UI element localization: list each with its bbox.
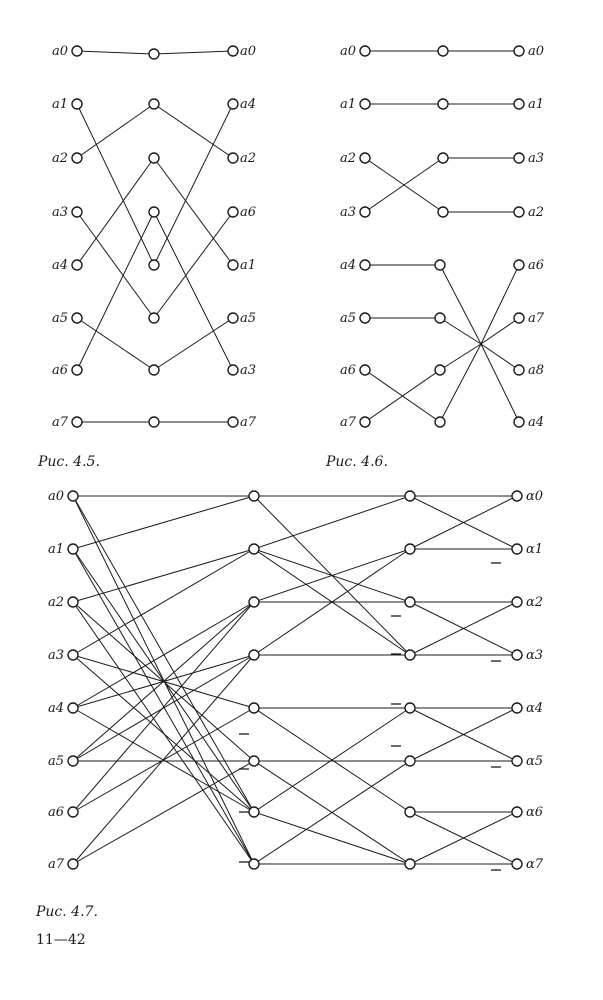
fig45-input-node	[72, 46, 82, 56]
fig45-output-label: a5	[240, 311, 257, 326]
fig45-edge	[77, 318, 154, 370]
fig47-edge	[73, 655, 254, 864]
label-layer	[48, 44, 545, 872]
fig45-input-label: a7	[52, 415, 69, 430]
figure-4-6-caption: Рис. 4.6.	[326, 454, 388, 470]
fig46-output-node	[514, 46, 524, 56]
fig45-middle-node	[149, 49, 159, 59]
fig47-stage1-node	[249, 703, 259, 713]
fig47-input-label: a4	[48, 701, 65, 716]
fig46-edge	[440, 318, 481, 344]
fig45-input-label: a6	[52, 363, 69, 378]
fig45-output-node	[228, 207, 238, 217]
fig46-input-node	[360, 153, 370, 163]
fig46-input-label: a0	[340, 44, 357, 59]
fig45-output-node	[228, 153, 238, 163]
fig45-input-node	[72, 313, 82, 323]
fig45-edge	[154, 158, 233, 265]
fig47-input-label: a1	[48, 542, 65, 557]
fig46-input-label: a5	[340, 311, 357, 326]
fig45-input-label: a2	[52, 151, 69, 166]
fig46-input-label: a1	[340, 97, 357, 112]
fig46-output-label: a7	[528, 311, 545, 326]
fig47-stage1-node	[249, 859, 259, 869]
fig47-input-label: a7	[48, 857, 65, 872]
fig45-input-label: a4	[52, 258, 69, 273]
fig47-input-node	[68, 807, 78, 817]
fig46-input-label: a3	[340, 205, 357, 220]
fig47-output-label: α2	[526, 595, 544, 610]
minus-mark-layer	[239, 563, 501, 870]
fig46-output-node	[514, 207, 524, 217]
fig45-output-label: a7	[240, 415, 257, 430]
fig47-edge	[73, 549, 254, 812]
fig45-output-node	[228, 417, 238, 427]
fig47-input-node	[68, 650, 78, 660]
fig45-output-node	[228, 99, 238, 109]
fig46-input-node	[360, 313, 370, 323]
fig46-output-label: a4	[528, 415, 545, 430]
fig46-middle-node	[435, 260, 445, 270]
fig46-edge	[481, 344, 519, 370]
fig45-middle-node	[149, 365, 159, 375]
fig47-stage1-node	[249, 491, 259, 501]
fig46-output-node	[514, 417, 524, 427]
fig45-input-node	[72, 207, 82, 217]
fig47-stage2-node	[405, 807, 415, 817]
fig46-middle-node	[435, 313, 445, 323]
fig47-edge	[73, 602, 254, 812]
fig46-input-label: a6	[340, 363, 357, 378]
fig46-middle-node	[435, 365, 445, 375]
fig47-edge	[254, 812, 410, 864]
fig47-stage1-node	[249, 650, 259, 660]
fig47-input-node	[68, 703, 78, 713]
fig47-stage1-node	[249, 597, 259, 607]
fig46-middle-node	[438, 207, 448, 217]
fig47-stage2-node	[405, 756, 415, 766]
edge-layer	[73, 51, 519, 864]
fig47-input-node	[68, 544, 78, 554]
fig47-stage2-node	[405, 859, 415, 869]
fig47-edge	[73, 496, 254, 812]
fig47-output-node	[512, 859, 522, 869]
fig45-output-label: a4	[240, 97, 257, 112]
fig45-output-label: a1	[240, 258, 257, 273]
fig46-output-node	[514, 260, 524, 270]
fig47-output-label: α0	[526, 489, 544, 504]
fig46-edge	[440, 344, 481, 422]
fig47-output-node	[512, 597, 522, 607]
fig46-middle-node	[438, 153, 448, 163]
fig47-output-label: α5	[526, 754, 544, 769]
fig45-input-label: a1	[52, 97, 69, 112]
figure-4-7-caption: Рис. 4.7.	[36, 904, 98, 920]
fig46-input-node	[360, 99, 370, 109]
fig45-middle-node	[149, 260, 159, 270]
fig47-edge	[254, 496, 410, 549]
fig47-input-node	[68, 756, 78, 766]
fig45-middle-node	[149, 313, 159, 323]
fig46-edge	[440, 265, 481, 344]
fig47-output-node	[512, 491, 522, 501]
fig47-edge	[73, 761, 254, 864]
fig45-edge	[154, 212, 233, 318]
fig45-edge	[154, 51, 233, 54]
fig45-input-node	[72, 417, 82, 427]
fig47-edge	[73, 655, 254, 761]
fig45-input-node	[72, 260, 82, 270]
fig47-input-label: a5	[48, 754, 65, 769]
fig45-edge	[77, 104, 154, 265]
fig45-edge	[77, 212, 154, 318]
fig46-output-node	[514, 153, 524, 163]
node-layer	[68, 46, 524, 869]
fig47-stage2-node	[405, 703, 415, 713]
fig47-input-label: a2	[48, 595, 65, 610]
fig47-stage2-node	[405, 597, 415, 607]
fig46-input-label: a7	[340, 415, 357, 430]
fig46-input-label: a2	[340, 151, 357, 166]
fig45-output-label: a2	[240, 151, 257, 166]
fig46-output-label: a1	[528, 97, 545, 112]
fig47-output-node	[512, 807, 522, 817]
fig45-output-label: a0	[240, 44, 257, 59]
fig46-output-node	[514, 99, 524, 109]
fig47-input-node	[68, 491, 78, 501]
fig45-input-label: a5	[52, 311, 69, 326]
fig45-input-node	[72, 153, 82, 163]
fig45-input-node	[72, 99, 82, 109]
fig47-output-label: α3	[526, 648, 544, 663]
fig45-middle-node	[149, 207, 159, 217]
fig47-input-label: a6	[48, 805, 65, 820]
fig45-input-node	[72, 365, 82, 375]
fig45-edge	[77, 51, 154, 54]
fig46-output-label: a6	[528, 258, 545, 273]
fig47-input-label: a0	[48, 489, 65, 504]
fig47-output-label: α7	[526, 857, 544, 872]
fig46-output-label: a2	[528, 205, 545, 220]
fig46-middle-node	[438, 46, 448, 56]
fig46-output-label: a3	[528, 151, 545, 166]
fig47-input-node	[68, 859, 78, 869]
fig47-output-label: α1	[526, 542, 544, 557]
fig45-input-label: a3	[52, 205, 69, 220]
figure-4-5-caption: Рис. 4.5.	[38, 454, 100, 470]
fig45-edge	[154, 104, 233, 265]
fig46-input-node	[360, 46, 370, 56]
fig46-output-node	[514, 313, 524, 323]
fig47-output-label: α6	[526, 805, 544, 820]
fig46-edge	[481, 344, 519, 422]
fig45-edge	[77, 104, 154, 158]
fig47-stage1-node	[249, 544, 259, 554]
fig45-input-label: a0	[52, 44, 69, 59]
fig47-input-label: a3	[48, 648, 65, 663]
fig47-edge	[73, 549, 254, 655]
fig46-input-node	[360, 260, 370, 270]
fig45-edge	[154, 318, 233, 370]
page-number: 11—42	[36, 932, 86, 948]
fig47-stage1-node	[249, 807, 259, 817]
fig46-middle-node	[435, 417, 445, 427]
fig47-output-node	[512, 756, 522, 766]
fig47-stage2-node	[405, 650, 415, 660]
fig46-output-node	[514, 365, 524, 375]
fig46-input-node	[360, 417, 370, 427]
fig47-edge	[73, 549, 254, 602]
fig45-edge	[154, 212, 233, 370]
fig47-stage1-node	[249, 756, 259, 766]
fig47-edge	[73, 496, 254, 549]
fig46-edge	[481, 265, 519, 344]
fig45-middle-node	[149, 99, 159, 109]
fig47-stage2-node	[405, 544, 415, 554]
fig46-edge	[440, 344, 481, 370]
fig45-edge	[77, 212, 154, 370]
fig46-middle-node	[438, 99, 448, 109]
fig46-output-label: a0	[528, 44, 545, 59]
fig46-input-label: a4	[340, 258, 357, 273]
fig46-input-node	[360, 365, 370, 375]
fig47-output-node	[512, 544, 522, 554]
fig47-edge	[73, 602, 254, 708]
fig45-output-node	[228, 260, 238, 270]
fig45-middle-node	[149, 417, 159, 427]
fig47-output-node	[512, 703, 522, 713]
fig47-output-label: α4	[526, 701, 544, 716]
fig47-output-node	[512, 650, 522, 660]
fig47-input-node	[68, 597, 78, 607]
fig46-input-node	[360, 207, 370, 217]
fig47-edge	[73, 655, 254, 812]
fig45-edge	[77, 158, 154, 265]
fig46-output-label: a8	[528, 363, 545, 378]
fig45-output-label: a6	[240, 205, 257, 220]
fig45-output-node	[228, 313, 238, 323]
fig47-stage2-node	[405, 491, 415, 501]
fig45-output-node	[228, 365, 238, 375]
fig45-output-node	[228, 46, 238, 56]
fig45-middle-node	[149, 153, 159, 163]
fig45-output-label: a3	[240, 363, 257, 378]
fig45-edge	[154, 104, 233, 158]
